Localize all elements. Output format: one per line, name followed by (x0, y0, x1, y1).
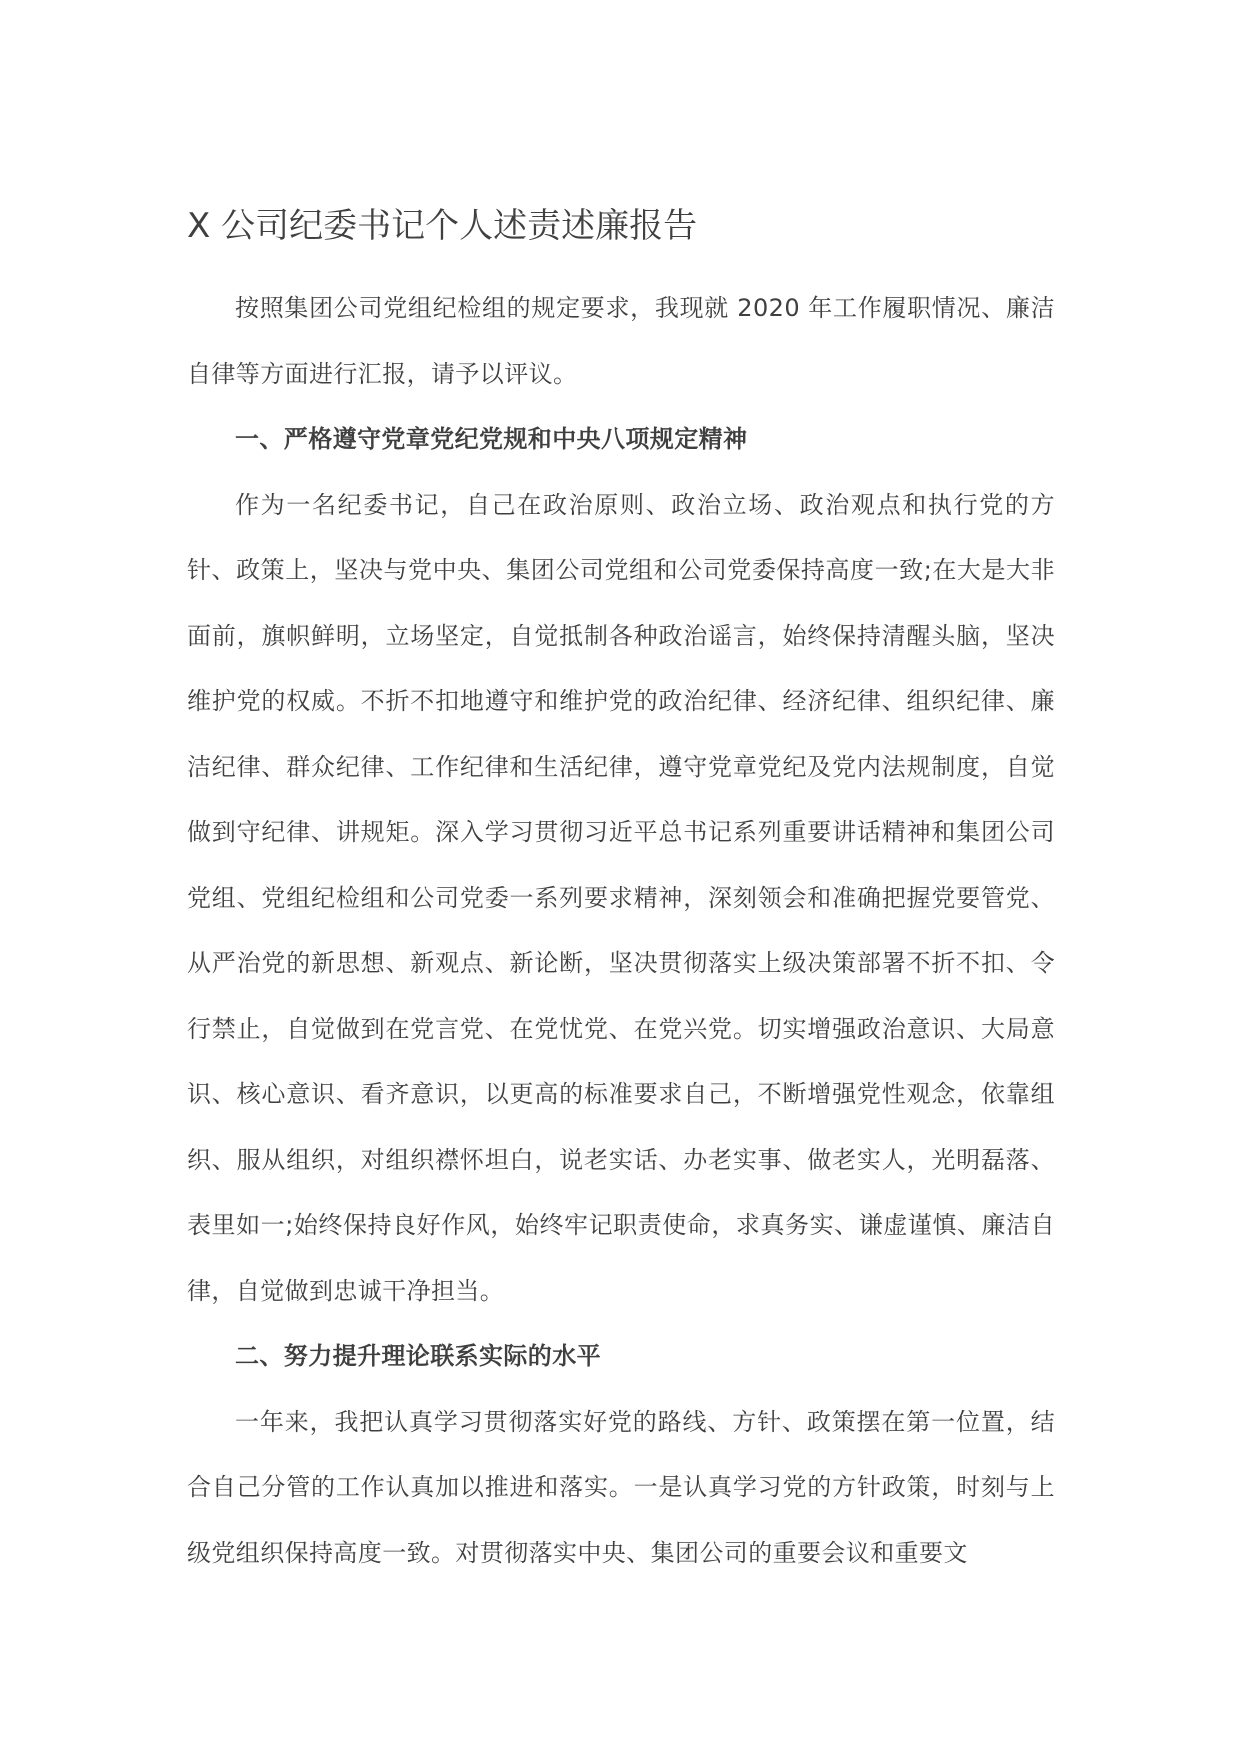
section-heading-1: 一、严格遵守党章党纪党规和中央八项规定精神 (235, 425, 748, 453)
document-title: X 公司纪委书记个人述责述廉报告 (187, 206, 698, 246)
intro-paragraph: 按照集团公司党组纪检组的规定要求，我现就 2020 年工作履职情况、廉洁自律等方面进行汇报，请予以评议。 (187, 294, 1055, 388)
section-1-paragraph: 作为一名纪委书记，自己在政治原则、政治立场、政治观点和执行党的方针、政策上，坚决与党中央、集团公司党组和公司党委保持高度一致;在大是大非面前，旗帜鲜明，立场坚定，自觉抵制各种政治谣言，始终保持清醒头脑，坚决维护党的权威。不折不扣地遵守和维护党的政治纪律、经济纪律、组织纪律、廉洁纪律、群众纪律、工作纪律和生活纪律，遵守党章党纪及党内法规制度，自觉做到守纪律、讲规矩。深入学习贯彻习近平总书记系列重要讲话精神和集团公司党组、党组纪检组和公司党委一系列要求精神，深刻领会和准确把握党要管党、从严治党的新思想、新观点、新论断，坚决贯彻落实上级决策部署不折不扣、令行禁止，自觉做到在党言党、在党忧党、在党兴党。切实增强政治意识、大局意识、核心意识、看齐意识，以更高的标准要求自己，不断增强党性观念，依靠组织、服从组织，对组织襟怀坦白，说老实话、办老实事、做老实人，光明磊落、表里如一;始终保持良好作风，始终牢记职责使命，求真务实、谦虚谨慎、廉洁自律，自觉做到忠诚干净担当。 (187, 490, 1055, 1305)
section-heading-2: 二、努力提升理论联系实际的水平 (235, 1342, 601, 1370)
section-2-paragraph: 一年来，我把认真学习贯彻落实好党的路线、方针、政策摆在第一位置，结合自己分管的工作认真加以推进和落实。一是认真学习党的方针政策，时刻与上级党组织保持高度一致。对贯彻落实中央、集团公司的重要会议和重要文 (187, 1407, 1055, 1567)
document-page (187, 196, 1055, 1586)
